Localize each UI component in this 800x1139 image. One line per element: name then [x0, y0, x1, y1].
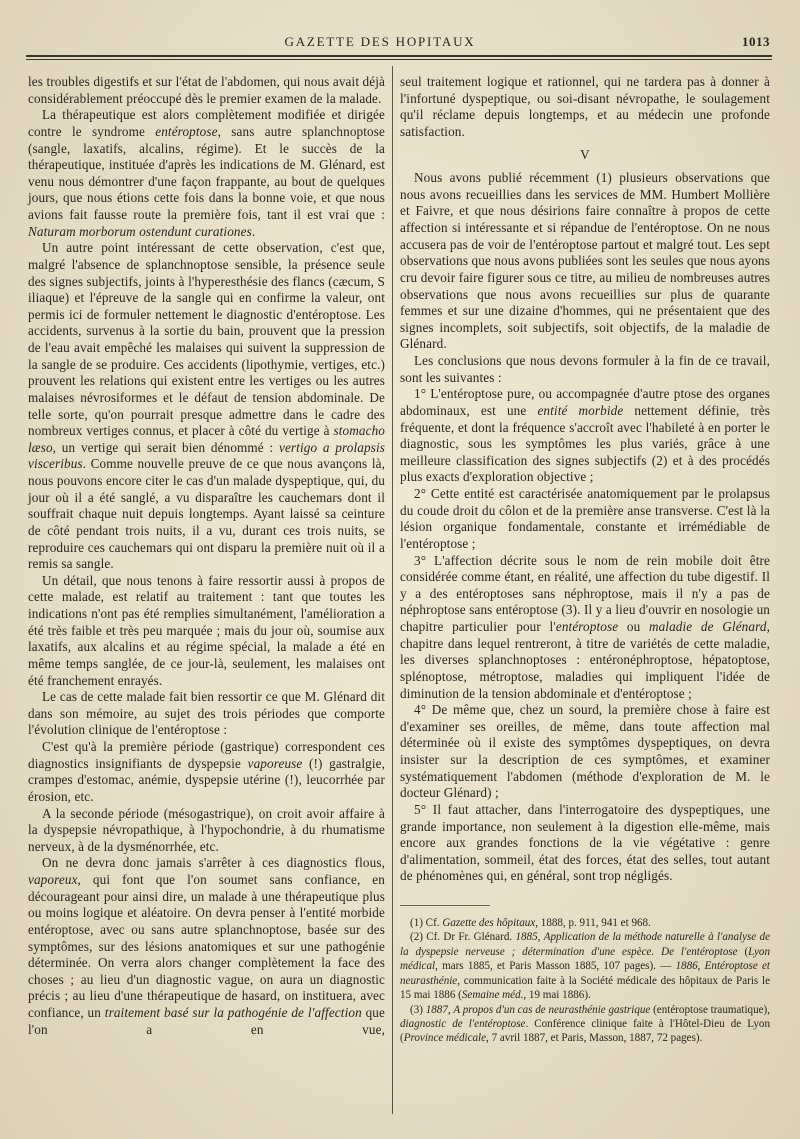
text: On ne devra donc jamais s'arrêter à ces diagnostics flous,	[42, 855, 385, 871]
text: ,	[697, 960, 705, 973]
left-column	[28, 74, 385, 1038]
italic-text: traitement basé sur la pathogénie de l'affection	[104, 1005, 362, 1020]
text: nettement définie, très fréquente, et dont la fréquence s'accroît avec l'habileté à en porter le diagnostic, sous les symptômes les plus variés, grâce à une meilleure classification des signes subjectifs (2) et à des procédés plus exacts d'exploration objective ;	[400, 402, 771, 485]
section-heading: V	[580, 146, 590, 162]
right-column-intro	[400, 74, 770, 141]
text: , communication faite à la Société médicale des hôpitaux de Paris le 15 mai 1886 (	[400, 974, 770, 1002]
text: . Comme nouvelle preuve de ce que nous avançons là, nous pouvons encore citer le cas d'un malade dyspeptique, qui, du jour où il a été sanglé, a vu disparaître les cauchemars dont il souffrait chaque nuit depuis longtemps. Ayant laissé sa ceinture de côté pendant trois nuits, il a vu, durant ces trois nuits, se reproduire ces cauchemars qui ont disparu la première nuit où il a remis sa sangle.	[28, 456, 385, 572]
text: (	[737, 945, 749, 958]
italic-text: Naturam morborum ostendunt curationes	[28, 223, 252, 239]
italic-text: vertigo a prolapsis visceribus	[28, 439, 385, 472]
text: 3° L'affection décrite sous le nom de rein mobile doit être considérée comme étant, en réalité, une affection du tube digestif. Il y a des entéroptoses sans néphroptose, mais il n'y a pas de néphroptose sans entéroptose (3). Il y a lieu d'ouvrir en nosologie un chapitre particulier pour l'	[400, 552, 770, 634]
italic-text: Entéroptose et neurasthénie	[400, 960, 770, 987]
page-number: 1013	[742, 34, 770, 49]
italic-text: stomacho læso	[28, 423, 385, 455]
text: ,	[447, 1003, 454, 1016]
italic-text: Application de la méthode naturelle à l'analyse de la dyspepsie nerveuse ; détermination d'une espèce. De l'entéroptose	[400, 931, 770, 958]
italic-text: maladie de Glénard	[648, 619, 767, 634]
header-rule	[26, 55, 772, 60]
text: , un vertige qui serait bien dénommé :	[52, 439, 279, 455]
text: (entéroptose traumatique),	[650, 1003, 771, 1016]
text: 5° Il faut attacher, dans l'interrogatoire des dyspeptiques, une grande importance, non seulement à la digestion elle-même, mais encore aux grandes fonctions de la vie végétative : genre d'alimentation, sommeil, état des forces, état des selles, tout autant de phénomènes qui, en général, sont trop négligés.	[400, 801, 770, 884]
text: Nous avons publié récemment (1) plusieurs observations que nous avons recueillies dans les services de MM. Humbert Mollière et Faivre, et que nous désirions faire connaître à propos de cette affection si intéressante et si répandue de l'entéroptose. On ne nous accusera pas de voir de l'entéroptose partout et malgré tout. Les sept observations que nous avons publiées sont les seules que nous ayons cru devoir faire figurer sous ce titre, au milieu de nombreuses autres observations que nous avons recueillies sur plus de quarante femmes et sur une dizaine d'hommes, qui ne présentaient que des signes incomplets, soit subjectifs, soit objectifs, de la maladie de Glénard.	[400, 170, 770, 352]
column-divider	[392, 66, 393, 1114]
text: , 1888, p. 911, 941 et 968.	[535, 917, 651, 929]
italic-text: Semaine méd.	[461, 989, 524, 1002]
text: Le cas de cette malade fait bien ressortir ce que M. Glénard dit dans son mémoire, au sujet des trois périodes que comporte l'évolution clinique de l'entéroptose :	[28, 689, 385, 738]
text: (3)	[410, 1003, 426, 1016]
paragraph	[400, 486, 770, 553]
footnotes	[400, 916, 770, 1046]
footnote-rule	[400, 905, 490, 906]
text: ,	[537, 931, 544, 944]
paragraph	[28, 74, 385, 107]
text: , chapitre dans lequel rentreront, à titre de variétés de cette maladie, les diverses splanchnoptoses : entéronéphroptose, hépatoptose, splénoptose, métroptose, maladies qui impliquent l'idée de diminution de la tension abdominale et d'entéroptose ;	[400, 619, 771, 701]
text: que l'on a en vue,	[28, 1005, 385, 1037]
paragraph	[400, 553, 770, 703]
text: , sans autre splanchnoptose (sangle, laxatifs, alcalins, régime). Et le succès de la thérapeutique, instituée d'après les indications de M. Glénard, est venu nous démontrer d'une façon frappante, au bout de quelques jours, que nous étions cette fois dans la bonne voie, et que nous avions fait fausse route la première fois, tant il est vrai que :	[28, 123, 385, 222]
text: (2) Cf. Dr Fr. Glénard.	[410, 931, 516, 944]
italic-text: Province médicale	[403, 1032, 487, 1045]
paragraph	[28, 855, 385, 1038]
right-column	[400, 74, 770, 1046]
text: seul traitement logique et rationnel, qui ne tardera pas à donner à l'infortuné dyspeptique, ou soi-disant névropathe, le soulagement qu'il réclame depuis longtemps, et au médecin une profonde satisfaction.	[400, 74, 770, 139]
text: , mars 1885, et Paris Masson 1885, 107 pages). —	[435, 960, 676, 973]
italic-text: vaporeuse	[247, 755, 303, 771]
paragraph	[28, 107, 385, 240]
text: les troubles digestifs et sur l'état de l'abdomen, qui nous avait déjà considérablement préoccupé dès le premier examen de la malade.	[28, 74, 385, 106]
paragraph	[400, 802, 770, 885]
text: . Conférence clinique faite à l'Hôtel-Dieu de Lyon (	[400, 1017, 770, 1045]
italic-text: entéroptose	[555, 619, 619, 634]
paragraph	[400, 170, 770, 353]
paragraph	[28, 806, 385, 856]
right-column-text	[400, 170, 770, 885]
text: La thérapeutique est alors complètement modifiée et dirigée contre le syndrome	[28, 107, 385, 139]
paragraph	[400, 386, 770, 486]
paragraph	[28, 689, 385, 739]
text: A la seconde période (mésogastrique), on croit avoir affaire à la dyspepsie névropathique, à l'hypochondrie, à du rhumatisme nerveux, à de la dysménorrhée, etc.	[28, 805, 385, 854]
text: Les conclusions que nous devons formuler à la fin de ce travail, sont les suivantes :	[400, 353, 770, 385]
footnote	[400, 930, 770, 1002]
italic-text: entéroptose	[155, 123, 218, 139]
newspaper-title: GAZETTE DES HOPITAUX	[284, 34, 476, 49]
italic-text: Lyon médical	[400, 945, 770, 973]
text: , 7 avril 1887, et Paris, Masson, 1887, 72 pages).	[486, 1032, 703, 1045]
text: Un détail, que nous tenons à faire ressortir aussi à propos de cette malade, est relatif au traitement : tant que toutes les indications n'ont pas été remplies simultanément, l'amélioration a été très faible et très peu marquée ; mais du jour où, soumise aux laxatifs, aux alcalins et au régime spécial, la malade a été en même temps sanglée, de ce jour-là, seulement, les malaises ont été franchement enrayés.	[28, 572, 385, 688]
italic-text: vaporeux	[28, 872, 78, 887]
paragraph	[28, 573, 385, 689]
text: 4° De même que, chez un sourd, la première chose à faire est d'examiner ses oreilles, de même, dans toute affection mal déterminée où il existe des symptômes dyspeptiques, on devra insister sur la description de ces symptômes, et examiner systématiquement l'abdomen (méthode d'exploration de M. le docteur Glénard) ;	[400, 702, 770, 801]
left-column-text	[28, 74, 385, 1038]
italic-text: entité morbide	[537, 402, 624, 418]
italic-text: 1886	[675, 960, 698, 973]
text: 2° Cette entité est caractérisée anatomiquement par le prolapsus du coude droit du côlon et de la première anse transverse. C'est là la lésion organique fondamentale, constante et irrémédiable de l'entéroptose ;	[400, 486, 770, 551]
footnote	[400, 916, 770, 930]
text: Un autre point intéressant de cette observation, c'est que, malgré l'absence de splanchnoptose sensible, la présence seule des signes subjectifs, joints à l'hyperesthésie des flancs (cæcum, S iliaque) et l'épreuve de la sangle qui en confirme la valeur, ont permis ici de formuler nettement le diagnostic d'entéroptose. Les accidents, survenus à la sortie du bain, prouvent que la pression de l'eau avait empêché les malaises qui suivent la suppression de la sangle de se produire. Ces accidents (lipothymie, vertiges, etc.) prouvent les relations qui existent entre les vertiges ou les autres malaises névrosiformes et le défaut de tension abdominale. De telle sorte, qu'on pourrait presque admettre dans le cadre des nombreux vertiges connus, et placer à côté du vertige à	[28, 240, 385, 439]
text: (1) Cf.	[410, 917, 443, 929]
text: .	[251, 223, 256, 239]
paragraph	[400, 353, 770, 386]
paragraph	[400, 702, 770, 802]
paragraph	[28, 240, 385, 573]
paragraph	[28, 739, 385, 806]
text: , 19 mai 1886).	[523, 989, 591, 1002]
paragraph	[400, 74, 770, 141]
italic-text: 1887	[425, 1003, 448, 1016]
text: (!) gastralgie, crampes d'estomac, anémie, dyspepsie utérine (!), leucorrhée par érosion, etc.	[28, 755, 385, 804]
italic-text: Gazette des hôpitaux	[442, 917, 536, 929]
italic-text: A propos d'un cas de neurasthénie gastrique	[453, 1003, 651, 1016]
italic-text: diagnostic de l'entéroptose	[400, 1017, 526, 1030]
text: 1° L'entéroptose pure, ou accompagnée d'autre ptose des organes abdominaux, est une	[400, 386, 770, 418]
text: C'est qu'à la première période (gastrique) correspondent ces diagnostics insignifiants de dyspepsie	[28, 739, 385, 771]
footnote	[400, 1003, 770, 1046]
text: ou	[618, 619, 649, 634]
text: , qui font que l'on soumet sans confiance, en décourageant pour ainsi dire, un malade à une thérapeutique plus ou moins logique et aléatoire. On devra penser à l'entité morbide entéroptose, avec ou sans autre splanchnoptose, basée sur des symptômes, sur des lésions anatomiques et sur une pathogénie déterminée. On verra alors changer complètement la face des choses ; au lieu d'un diagnostic vague, on aura un diagnostic précis ; au lieu d'une thérapeutique de hasard, on instituera, avec confiance, un	[28, 872, 385, 1020]
italic-text: 1885	[515, 931, 538, 944]
